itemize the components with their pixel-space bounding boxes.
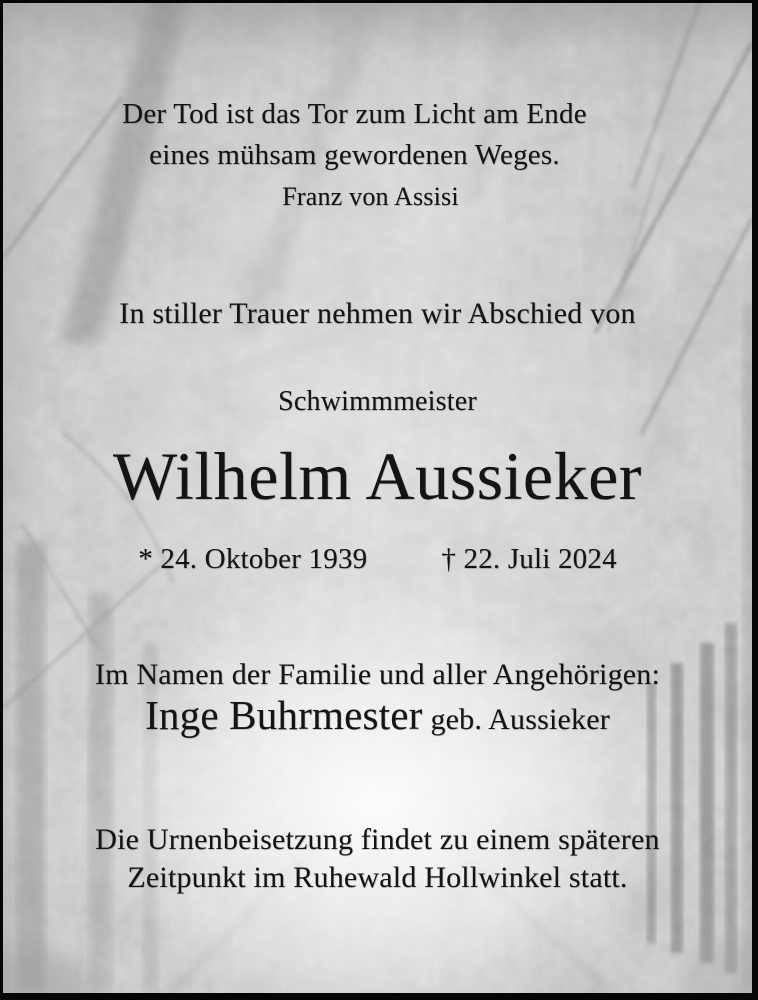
burial-info (3, 821, 752, 897)
memorial-quote (0, 94, 729, 176)
death-date (441, 543, 616, 575)
mourner-maiden-name: geb. Aussieker (430, 703, 610, 736)
memorial-quote-line2: eines mühsam gewordenen Weges. (149, 139, 560, 171)
memorial-quote-line1: Der Tod ist das Tor zum Licht am Ende (122, 98, 587, 130)
deceased-name: Wilhelm Aussieker (113, 438, 642, 514)
intro-line: In stiller Trauer nehmen wir Abschied von (119, 297, 636, 330)
mourner-name: Inge Buhrmester (145, 692, 423, 738)
family-line: Im Namen der Familie und aller Angehörigen: (94, 658, 661, 691)
burial-info-line2: Zeitpunkt im Ruhewald Hollwinkel statt. (127, 861, 628, 894)
mourner-line (3, 691, 752, 739)
birth-symbol: * (138, 543, 153, 575)
profession-title: Schwimmmeister (278, 386, 477, 417)
quote-attribution: Franz von Assisi (282, 182, 459, 211)
death-symbol: † (441, 543, 457, 575)
burial-info-line1: Die Urnenbeisetzung findet zu einem späteren (95, 823, 660, 856)
birth-date (138, 543, 367, 575)
death-date-value: 22. Juli 2024 (463, 543, 617, 575)
notice-text-layer (3, 3, 752, 993)
life-dates (3, 543, 752, 576)
birth-date-value: 24. Oktober 1939 (160, 543, 368, 575)
